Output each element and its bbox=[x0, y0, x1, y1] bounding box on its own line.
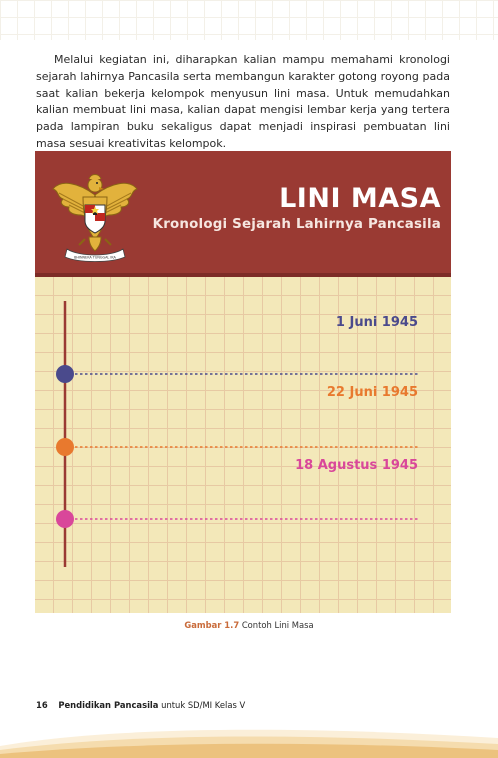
book-subtitle: untuk SD/MI Kelas V bbox=[161, 700, 246, 710]
figure-title: LINI MASA bbox=[279, 183, 441, 214]
top-grid-background bbox=[0, 0, 498, 40]
event-label-1: 1 Juni 1945 bbox=[335, 315, 418, 330]
caption-number: Gambar 1.7 bbox=[184, 620, 240, 630]
decorative-waves bbox=[0, 724, 498, 758]
book-title: Pendidikan Pancasila bbox=[58, 700, 159, 710]
caption-text: Contoh Lini Masa bbox=[241, 620, 314, 630]
garuda-emblem-icon bbox=[49, 165, 141, 265]
body-paragraph bbox=[36, 52, 450, 153]
timeline-grid bbox=[35, 277, 451, 613]
page-footer bbox=[36, 700, 245, 710]
body-paragraph-text: Melalui kegiatan ini, diharapkan kalian mampu memahami kronologi sejarah lahirnya Pancasila serta membangun karakter gotong royong pada saat kalian bekerja kelompok menyusun lini masa. Untuk memudahkan kalian membuat lini masa, kalian dapat mengisi lembar kerja yang tertera pada lampiran buku sekaligus dapat menjadi inspirasi pembuatan lini masa sesuai kreativitas kelompok. bbox=[36, 53, 450, 150]
figure-subtitle: Kronologi Sejarah Lahirnya Pancasila bbox=[152, 217, 441, 232]
event-label-2: 22 Juni 1945 bbox=[326, 385, 418, 400]
page-number: 16 bbox=[36, 700, 48, 710]
emblem-motto: BHINNEKA TUNGGAL IKA bbox=[74, 255, 116, 260]
event-dot-1 bbox=[56, 365, 74, 383]
timeline-figure bbox=[35, 151, 451, 613]
figure-header bbox=[35, 151, 451, 277]
figure-caption bbox=[0, 620, 498, 630]
event-dot-3 bbox=[56, 510, 74, 528]
event-dot-2 bbox=[56, 438, 74, 456]
event-label-3: 18 Agustus 1945 bbox=[295, 458, 418, 473]
